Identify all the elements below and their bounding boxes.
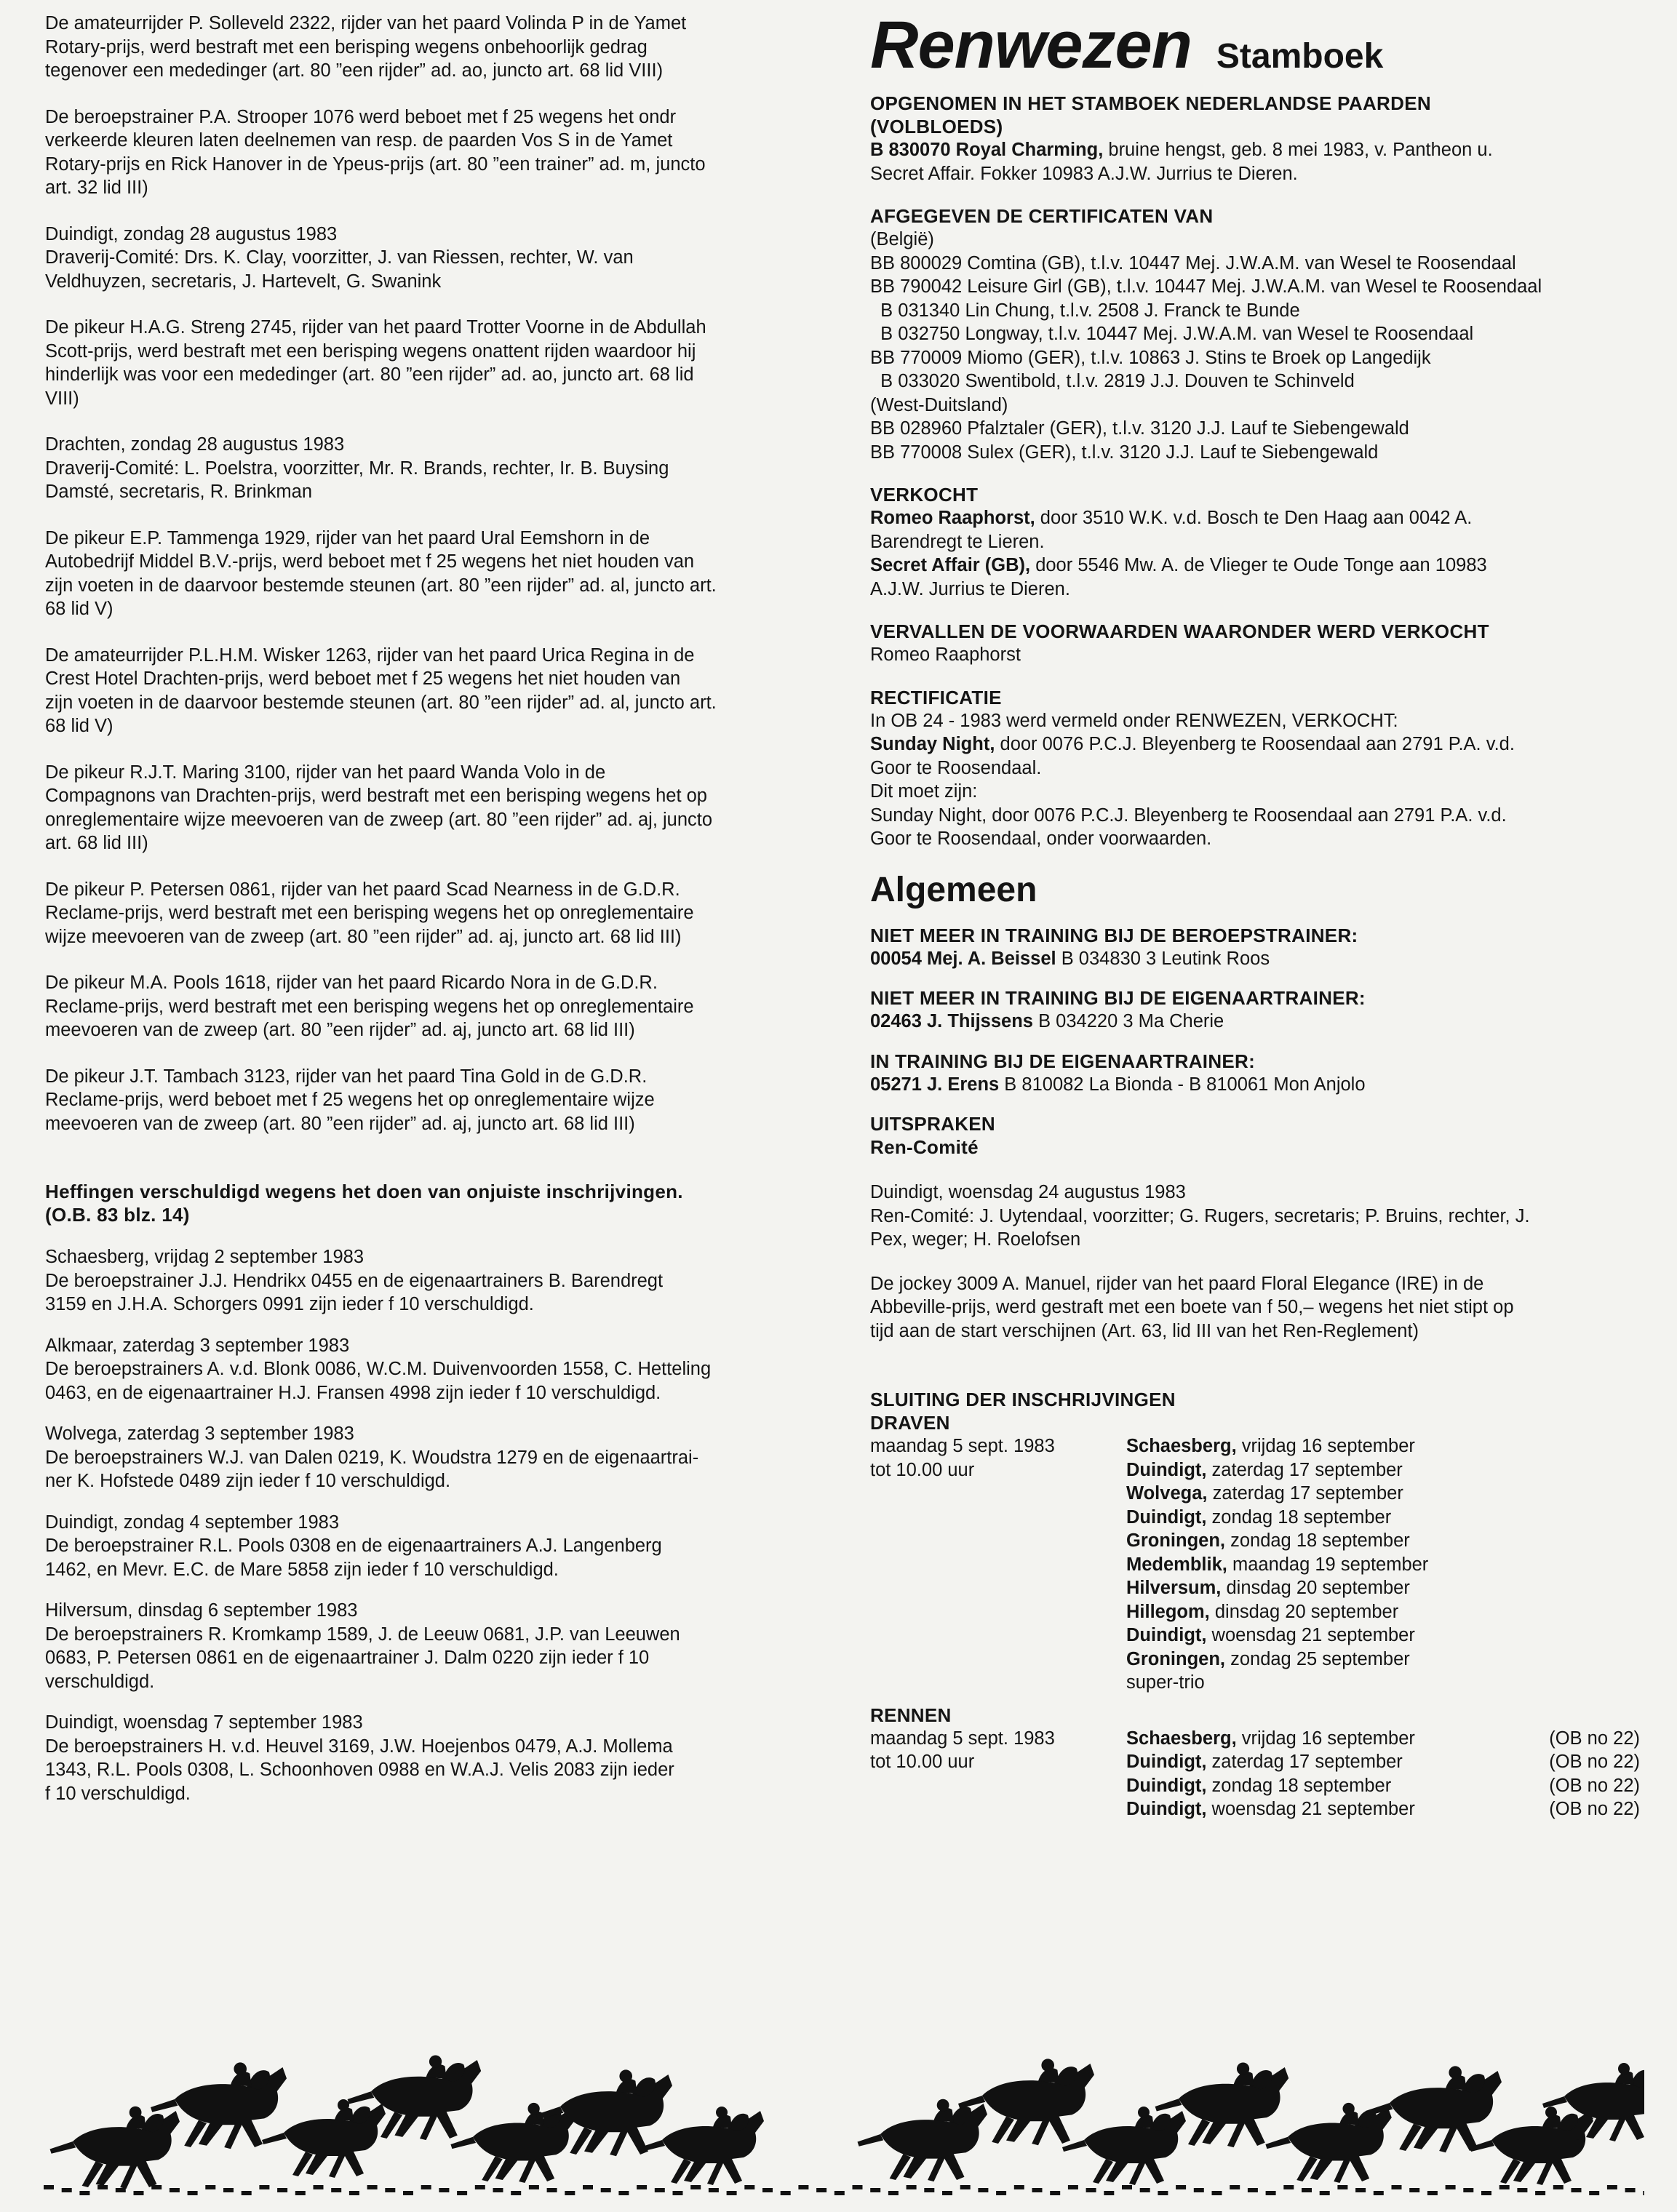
venue-name: Schaesberg, [1126, 1436, 1237, 1456]
rectificatie-line: Goor te Roosendaal. [870, 757, 1042, 778]
entry-text: B 810082 La Bionda - B 810061 Mon Anjolo [999, 1074, 1366, 1095]
heffing-line: ner K. Hofstede 0489 zijn ieder f 10 verschuldigd. [45, 1471, 451, 1491]
trainer-name: 05271 J. Erens [870, 1074, 1000, 1095]
entry-text: door 0076 P.C.J. Bleyenberg te Roosendaal aan 2791 P.A. v.d. [995, 734, 1515, 754]
ruling-line: Reclame-prijs, werd bestraft met een berisping wegens het op onreglementaire [45, 996, 694, 1017]
training-entry [870, 1010, 1640, 1034]
ruling-line: De pikeur J.T. Tambach 3123, rijder van het paard Tina Gold in de G.D.R. [45, 1066, 648, 1087]
horse-rider-shape [1062, 2107, 1186, 2185]
verkocht-entry-line2: Barendregt te Lieren. [870, 531, 1045, 552]
left-column [45, 12, 810, 1823]
horse-race-illustration [44, 2024, 1644, 2198]
training-section-2 [870, 986, 1640, 1034]
venue-date: vrijdag 16 september [1236, 1728, 1415, 1749]
certificaat-line: BB 790042 Leisure Girl (GB), t.l.v. 10447 Mej. J.W.A.M. van Wesel te Roosendaal [870, 276, 1542, 297]
draven-entry [1126, 1506, 1640, 1530]
ruling-line: Veldhuyzen, secretaris, J. Hartevelt, G. Swanink [45, 271, 442, 292]
venue-name: Duindigt, [1126, 1625, 1207, 1645]
certificaat-line: (België) [870, 229, 934, 249]
entry-text: door 3510 W.K. v.d. Bosch te Den Haag aan 0042 A. [1035, 508, 1473, 528]
heffing-line: De beroepstrainer J.J. Hendrikx 0455 en de eigenaartrainers B. Barendregt [45, 1270, 664, 1291]
horse-rider-shape [858, 2099, 988, 2181]
ruling-line: De pikeur P. Petersen 0861, rijder van het paard Scad Nearness in de G.D.R. [45, 879, 680, 900]
certificaten-section [870, 204, 1640, 464]
verkocht-section [870, 483, 1640, 601]
venue-name: Duindigt, [1126, 1799, 1207, 1819]
rennen-entry [1126, 1774, 1640, 1798]
verkocht-entry-line2: A.J.W. Jurrius te Dieren. [870, 578, 1070, 599]
training-section-1 [870, 924, 1640, 971]
masthead [870, 8, 1640, 84]
ruling-paragraph [45, 223, 810, 294]
certificaat-line: BB 770009 Miomo (GER), t.l.v. 10863 J. Stins te Broek op Langedijk [870, 347, 1431, 368]
horse-rider-shape [50, 2107, 180, 2189]
ruling-line: De pikeur R.J.T. Maring 3100, rijder van het paard Wanda Volo in de [45, 762, 606, 783]
ruling-paragraph [45, 644, 810, 738]
right-column [870, 8, 1640, 1821]
venue-name: Medemblik, [1126, 1554, 1227, 1575]
ruling-line: Compagnons van Drachten-prijs, werd bestraft met een berisping wegens het op [45, 786, 707, 806]
ruling-line: Draverij-Comité: Drs. K. Clay, voorzitter, J. van Riessen, rechter, W. van [45, 247, 634, 268]
rennen-entry [1126, 1750, 1640, 1774]
ruling-line: wijze meevoeren van de zweep (art. 80 ”een rijder” ad. aj, juncto art. 68 lid III) [45, 926, 682, 947]
trainer-name: 00054 Mej. A. Beissel [870, 948, 1056, 969]
heffing-line: De beroepstrainers A. v.d. Blonk 0086, W.C.M. Duivenvoorden 1558, C. Hetteling [45, 1359, 712, 1379]
uitspraken-comite: Pex, weger; H. Roelofsen [870, 1229, 1081, 1250]
heffing-paragraph [45, 1711, 810, 1805]
ruling-paragraph [45, 527, 810, 621]
ruling-line: tegenover een mededinger (art. 80 ”een rijder” ad. ao, juncto art. 68 lid VIII) [45, 60, 664, 81]
ruling-line: 68 lid V) [45, 716, 113, 736]
masthead-subtitle: Stamboek [1216, 37, 1384, 76]
heffing-paragraph [45, 1599, 810, 1693]
certificaat-line: (West-Duitsland) [870, 394, 1008, 415]
draven-entry [1126, 1624, 1640, 1648]
horse-rider-shape [262, 2099, 386, 2178]
ruling-line: Rotary-prijs en Rick Hanover in de Ypeus-prijs (art. 80 ”een trainer” ad. m, juncto [45, 153, 706, 175]
ruling-line: De pikeur H.A.G. Streng 2745, rijder van het paard Trotter Voorne in de Abdullah [45, 317, 706, 338]
certificaat-line: B 032750 Longway, t.l.v. 10447 Mej. J.W.A.M. van Wesel te Roosendaal [870, 324, 1474, 344]
section-heading: (VOLBLOEDS) [870, 116, 1003, 137]
masthead-title: Renwezen [870, 8, 1192, 82]
ruling-paragraph [45, 761, 810, 855]
ruling-line: Reclame-prijs, werd bestraft met een berisping wegens het op onreglementaire [45, 903, 694, 923]
ruling-line: art. 32 lid III) [45, 177, 148, 198]
heffingen-heading-line: Heffingen verschuldigd wegens het doen van onjuiste inschrijvingen. [45, 1181, 683, 1202]
section-heading: IN TRAINING BIJ DE EIGENAARTRAINER: [870, 1050, 1256, 1072]
ruling-line: Drachten, zondag 28 augustus 1983 [45, 434, 345, 455]
heffing-line: 1462, en Mevr. E.C. de Mare 5858 zijn ieder f 10 verschuldigd. [45, 1559, 559, 1580]
verkocht-entry [870, 554, 1640, 578]
heffingen-list [45, 1245, 810, 1805]
venue-name: Duindigt, [1126, 1752, 1207, 1772]
ruling-line: meevoeren van de zweep (art. 80 ”een rijder” ad. aj, juncto art. 68 lid III) [45, 1020, 635, 1040]
horse-rider-shape [1470, 2107, 1593, 2185]
venue-date: zondag 18 september [1206, 1775, 1392, 1796]
heffing-line: De beroepstrainer R.L. Pools 0308 en de eigenaartrainers A.J. Langenberg [45, 1536, 662, 1556]
horse-name: Romeo Raaphorst, [870, 508, 1035, 528]
venue-date: zondag 18 september [1206, 1506, 1392, 1528]
disciplinary-rulings [45, 12, 810, 1135]
ruling-line: verkeerde kleuren laten deelnemen van resp. de paarden Vos S in de Yamet [45, 130, 673, 151]
ruling-line: Reclame-prijs, werd beboet met f 25 wegens het op onreglementaire wijze [45, 1090, 655, 1110]
draven-entry [1126, 1482, 1640, 1506]
heffing-line: 0463, en de eigenaartrainer H.J. Fransen 4998 zijn ieder f 10 verschuldigd. [45, 1382, 661, 1403]
venue-date: maandag 19 september [1227, 1554, 1429, 1575]
rectificatie-line: In OB 24 - 1983 werd vermeld onder RENWEZEN, VERKOCHT: [870, 710, 1398, 731]
heffing-paragraph [45, 1422, 810, 1493]
training-section-3 [870, 1050, 1640, 1097]
section-heading: NIET MEER IN TRAINING BIJ DE BEROEPSTRAINER: [870, 924, 1358, 946]
ruling-paragraph [45, 12, 810, 83]
ob-reference: (OB no 22) [1549, 1775, 1640, 1796]
venue-date: dinsdag 20 september [1209, 1601, 1399, 1622]
venue-name: Groningen, [1126, 1648, 1225, 1669]
ruling-line: De beroepstrainer P.A. Strooper 1076 werd beboet met f 25 wegens het ondr [45, 106, 677, 127]
heffing-line: Hilversum, dinsdag 6 september 1983 [45, 1600, 358, 1621]
section-subheading: Ren-Comité [870, 1136, 979, 1158]
vervallen-section [870, 620, 1640, 667]
ruling-line: De amateurrijder P. Solleveld 2322, rijder van het paard Volinda P in de Yamet [45, 13, 687, 33]
uitspraken-text: Abbeville-prijs, werd gestraft met een boete van f 50,– wegens het niet stipt op [870, 1297, 1514, 1317]
deadline-line: maandag 5 sept. 1983 [870, 1436, 1055, 1456]
stamboek-section [870, 92, 1640, 185]
uitspraken-section [870, 1112, 1640, 1343]
section-heading: RECTIFICATIE [870, 686, 1002, 708]
rennen-table [870, 1727, 1640, 1821]
deadline-line: tot 10.00 uur [870, 1752, 975, 1772]
ob-reference: (OB no 22) [1549, 1752, 1640, 1772]
draven-entry [1126, 1553, 1640, 1577]
venue-date: zaterdag 17 september [1206, 1752, 1403, 1772]
ruling-line: De amateurrijder P.L.H.M. Wisker 1263, rijder van het paard Urica Regina in de [45, 644, 695, 666]
uitspraken-text: tijd aan de start verschijnen (Art. 63, lid III van het Ren-Reglement) [870, 1320, 1419, 1341]
ruling-line: VIII) [45, 388, 79, 409]
venue-name: Duindigt, [1126, 1506, 1207, 1528]
ruling-line: art. 68 lid III) [45, 833, 148, 853]
section-heading: VERVALLEN DE VOORWAARDEN WAARONDER WERD VERKOCHT [870, 620, 1489, 642]
heffing-line: Alkmaar, zaterdag 3 september 1983 [45, 1335, 350, 1356]
rectificatie-line: Sunday Night, door 0076 P.C.J. Bleyenberg te Roosendaal aan 2791 P.A. v.d. [870, 804, 1507, 826]
ruling-line: De pikeur M.A. Pools 1618, rijder van het paard Ricardo Nora in de G.D.R. [45, 973, 658, 993]
ruling-line: Draverij-Comité: L. Poelstra, voorzitter, Mr. R. Brands, rechter, Ir. B. Buysing [45, 458, 669, 479]
ruling-line: Crest Hotel Drachten-prijs, werd beboet met f 25 wegens het niet houden van [45, 668, 681, 689]
horse-rider-shape [1366, 2066, 1502, 2152]
rectificatie-line: Dit moet zijn: [870, 781, 978, 802]
draven-entry [1126, 1576, 1640, 1600]
heffing-line: f 10 verschuldigd. [45, 1783, 191, 1804]
stamboek-entry [870, 138, 1640, 162]
ruling-line: Autobedrijf Middel B.V.-prijs, werd beboet met f 25 wegens het niet houden van [45, 551, 695, 572]
ruling-line: Duindigt, zondag 28 augustus 1983 [45, 223, 338, 244]
draven-table [870, 1434, 1640, 1695]
ruling-paragraph [45, 1065, 810, 1136]
heffing-paragraph [45, 1245, 810, 1317]
rennen-venue [1126, 1727, 1415, 1751]
ruling-line: Damsté, secretaris, R. Brinkman [45, 482, 313, 502]
horse-name: Sunday Night, [870, 734, 995, 754]
ruling-paragraph [45, 316, 810, 410]
algemeen-title: Algemeen [870, 870, 1037, 909]
venue-date: super-trio [1126, 1672, 1205, 1693]
heffingen-heading [45, 1180, 810, 1226]
rennen-entry [1126, 1727, 1640, 1751]
certificaten-list [870, 228, 1640, 464]
entry-text: B 034220 3 Ma Cherie [1032, 1011, 1224, 1031]
venue-date: dinsdag 20 september [1221, 1578, 1410, 1598]
ob-reference: (OB no 22) [1549, 1728, 1640, 1749]
venue-name: Wolvega, [1126, 1483, 1208, 1504]
certificaat-line: BB 770008 Sulex (GER), t.l.v. 3120 J.J. Lauf te Siebengewald [870, 442, 1379, 463]
stamboek-entry-line2: Secret Affair. Fokker 10983 A.J.W. Jurrius te Dieren. [870, 163, 1298, 184]
draven-entry [1126, 1458, 1640, 1482]
ruling-line: hinderlijk was voor een mededinger (art. 80 ”een rijder” ad. ao, juncto art. 68 lid [45, 364, 694, 385]
heffing-line: Wolvega, zaterdag 3 september 1983 [45, 1424, 354, 1444]
ruling-line: zijn voeten in de daarvoor bestemde steunen (art. 80 ”een rijder” ad. al, juncto art. [45, 692, 717, 713]
ruling-line: onreglementaire wijze meevoeren van de zweep (art. 80 ”een rijder” ad. aj, juncto [45, 809, 713, 830]
section-heading: OPGENOMEN IN HET STAMBOEK NEDERLANDSE PAARDEN [870, 92, 1431, 114]
venue-date: vrijdag 16 september [1236, 1436, 1415, 1456]
horse-name: B 830070 Royal Charming, [870, 140, 1104, 160]
venue-date: zaterdag 17 september [1206, 1459, 1403, 1480]
section-heading: VERKOCHT [870, 484, 979, 506]
entry-text: B 034830 3 Leutink Roos [1056, 948, 1270, 969]
heffing-line: 3159 en J.H.A. Schorgers 0991 zijn ieder f 10 verschuldigd. [45, 1294, 534, 1314]
ruling-line: De pikeur E.P. Tammenga 1929, rijder van het paard Ural Eemshorn in de [45, 527, 650, 548]
heffing-line: De beroepstrainers W.J. van Dalen 0219, K. Woudstra 1279 en de eigenaartrai- [45, 1447, 699, 1468]
draven-entry [1126, 1648, 1640, 1672]
rectificatie-line: Goor te Roosendaal, onder voorwaarden. [870, 828, 1212, 849]
sluiting-section [870, 1388, 1640, 1821]
draven-entry [1126, 1434, 1640, 1458]
section-heading: UITSPRAKEN [870, 1113, 996, 1135]
venue-name: Hilversum, [1126, 1578, 1222, 1598]
uitspraken-comite: Ren-Comité: J. Uytendaal, voorzitter; G. Rugers, secretaris; P. Bruins, rechter, J. [870, 1205, 1530, 1226]
rennen-list [1126, 1727, 1640, 1821]
horse-rider-shape [1265, 2103, 1391, 2183]
uitspraken-text: De jockey 3009 A. Manuel, rijder van het paard Floral Elegance (IRE) in de [870, 1273, 1484, 1294]
training-entry [870, 947, 1640, 971]
rectificatie-section [870, 686, 1640, 851]
uitspraken-place: Duindigt, woensdag 24 augustus 1983 [870, 1182, 1186, 1202]
ruling-line: zijn voeten in de daarvoor bestemde steunen (art. 80 ”een rijder” ad. al, juncto art. [45, 575, 717, 596]
venue-date: zondag 25 september [1225, 1648, 1410, 1669]
section-subheading: RENNEN [870, 1704, 952, 1726]
rectificatie-entry [870, 732, 1640, 756]
ruling-paragraph [45, 105, 810, 200]
deadline-line: maandag 5 sept. 1983 [870, 1728, 1055, 1749]
ruling-paragraph [45, 971, 810, 1042]
rennen-venue [1126, 1774, 1391, 1798]
venue-name: Schaesberg, [1126, 1728, 1237, 1749]
heffing-line: Duindigt, zondag 4 september 1983 [45, 1512, 340, 1533]
ruling-line: Scott-prijs, werd bestraft met een berisping wegens onattent rijden waardoor hij [45, 340, 696, 362]
rennen-venue [1126, 1797, 1415, 1821]
heffing-line: De beroepstrainers H. v.d. Heuvel 3169, J.W. Hoejenbos 0479, A.J. Mollema [45, 1736, 673, 1757]
venue-date: zaterdag 17 september [1207, 1483, 1403, 1504]
venue-name: Groningen, [1126, 1530, 1225, 1551]
heffing-line: 1343, R.L. Pools 0308, L. Schoonhoven 0988 en W.A.J. Velis 2083 zijn ieder [45, 1760, 674, 1780]
verkocht-entry [870, 506, 1640, 530]
draven-entry [1126, 1671, 1640, 1695]
entry-text: door 5546 Mw. A. de Vlieger te Oude Tonge aan 10983 [1030, 555, 1487, 575]
draven-list [1126, 1434, 1640, 1695]
horse-name: Secret Affair (GB), [870, 555, 1031, 575]
venue-name: Hillegom, [1126, 1601, 1210, 1622]
rennen-entry [1126, 1797, 1640, 1821]
venue-date: zondag 18 september [1225, 1530, 1410, 1551]
heffing-line: De beroepstrainers R. Kromkamp 1589, J. de Leeuw 0681, J.P. van Leeuwen [45, 1624, 680, 1645]
section-heading: NIET MEER IN TRAINING BIJ DE EIGENAARTRAINER: [870, 987, 1366, 1009]
section-subheading: DRAVEN [870, 1412, 950, 1434]
certificaat-line: BB 800029 Comtina (GB), t.l.v. 10447 Mej. J.W.A.M. van Wesel te Roosendaal [870, 252, 1516, 273]
section-heading: AFGEGEVEN DE CERTIFICATEN VAN [870, 205, 1214, 227]
venue-name: Duindigt, [1126, 1775, 1207, 1796]
heffing-line: Schaesberg, vrijdag 2 september 1983 [45, 1247, 365, 1267]
venue-name: Duindigt, [1126, 1459, 1207, 1480]
heffing-line: verschuldigd. [45, 1671, 155, 1692]
horse-rider-shape [450, 2103, 576, 2183]
draven-deadline [870, 1434, 1126, 1695]
draven-entry [1126, 1529, 1640, 1553]
ob-reference: (OB no 22) [1549, 1799, 1640, 1819]
section-heading: SLUITING DER INSCHRIJVINGEN [870, 1389, 1176, 1410]
ruling-line: meevoeren van de zweep (art. 80 ”een rijder” ad. aj, juncto art. 68 lid III) [45, 1113, 635, 1134]
vervallen-entry: Romeo Raaphorst [870, 644, 1021, 665]
venue-date: woensdag 21 september [1206, 1625, 1415, 1645]
heffing-paragraph [45, 1511, 810, 1582]
ruling-paragraph [45, 433, 810, 504]
ruling-line: 68 lid V) [45, 599, 113, 619]
rennen-venue [1126, 1750, 1403, 1774]
heffingen-heading-line: (O.B. 83 blz. 14) [45, 1204, 190, 1226]
certificaat-line: B 031340 Lin Chung, t.l.v. 2508 J. Franck te Bunde [870, 300, 1300, 321]
certificaat-line: B 033020 Swentibold, t.l.v. 2819 J.J. Douven te Schinveld [870, 371, 1355, 391]
ruling-line: Rotary-prijs, werd bestraft met een berisping wegens onbehoorlijk gedrag [45, 36, 648, 57]
ruling-paragraph [45, 878, 810, 949]
heffing-paragraph [45, 1334, 810, 1405]
horses-silhouette [44, 2024, 1644, 2198]
trainer-name: 02463 J. Thijssens [870, 1011, 1033, 1031]
heffing-line: Duindigt, woensdag 7 september 1983 [45, 1712, 363, 1733]
training-entry [870, 1073, 1640, 1097]
venue-date: woensdag 21 september [1206, 1799, 1415, 1819]
rennen-deadline [870, 1727, 1126, 1821]
deadline-line: tot 10.00 uur [870, 1459, 975, 1480]
heffing-line: 0683, P. Petersen 0861 en de eigenaartrainer J. Dalm 0220 zijn ieder f 10 [45, 1648, 650, 1668]
entry-text: bruine hengst, geb. 8 mei 1983, v. Pantheon u. [1103, 140, 1493, 160]
draven-entry [1126, 1600, 1640, 1624]
certificaat-line: BB 028960 Pfalztaler (GER), t.l.v. 3120 J.J. Lauf te Siebengewald [870, 418, 1409, 439]
